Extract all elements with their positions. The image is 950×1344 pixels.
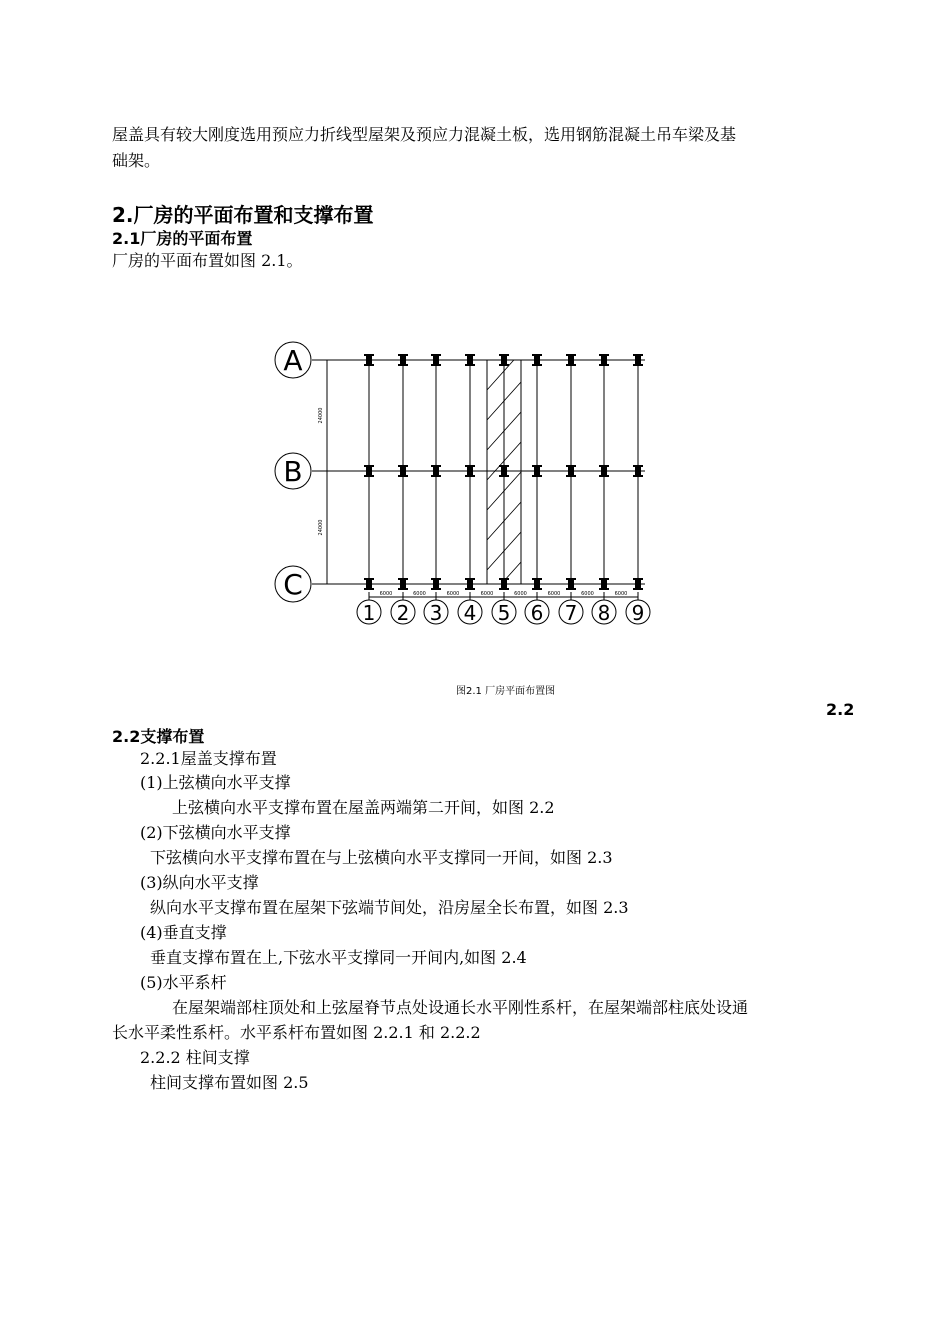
column-flange	[566, 465, 576, 467]
axis-label-col: 1	[362, 601, 376, 625]
section-2-1-text: 厂房的平面布置如图 2.1。	[112, 251, 303, 270]
column-flange	[431, 465, 441, 467]
intro-line-2: 础架。	[112, 151, 161, 170]
axis-label-col: 2	[396, 601, 410, 625]
bay-dimension-label: 6000	[413, 591, 426, 597]
column-flange	[532, 588, 542, 590]
section-2-1-title: 2.1厂房的平面布置	[112, 229, 253, 248]
bay-dimension-label: 6000	[514, 591, 527, 597]
column-flange	[532, 354, 542, 356]
column-flange	[465, 475, 475, 477]
column-flange	[566, 578, 576, 580]
axis-label-col: 4	[463, 601, 477, 625]
column-flange	[633, 578, 643, 580]
column-flange	[364, 588, 374, 590]
axis-label-row: B	[283, 455, 303, 488]
item-4-text: 垂直支撑布置在上,下弦水平支撑同一开间内,如图 2.4	[150, 948, 527, 967]
column-flange	[364, 578, 374, 580]
item-2-text: 下弦横向水平支撑布置在与上弦横向水平支撑同一开间，如图 2.3	[150, 848, 613, 867]
column-flange	[499, 364, 509, 366]
axis-label-col: 3	[429, 601, 443, 625]
axis-label-row: A	[283, 344, 303, 377]
column-flange	[499, 475, 509, 477]
column-flange	[532, 578, 542, 580]
column-flange	[633, 465, 643, 467]
item-3-text: 纵向水平支撑布置在屋架下弦端节间处，沿房屋全长布置，如图 2.3	[150, 898, 629, 917]
column-flange	[566, 364, 576, 366]
item-4-title: (4)垂直支撑	[140, 923, 227, 942]
bay-dimension-label: 6000	[581, 591, 594, 597]
column-flange	[633, 588, 643, 590]
section-2-2-2-title: 2.2.2 柱间支撑	[140, 1048, 250, 1067]
intro-line-1: 屋盖具有较大刚度选用预应力折线型屋架及预应力混凝土板，选用钢筋混凝土吊车梁及基	[112, 125, 737, 144]
item-5-text-2: 长水平柔性系杆。水平系杆布置如图 2.2.1 和 2.2.2	[112, 1023, 481, 1042]
column-flange	[465, 354, 475, 356]
bay-dimension-label: 6000	[446, 591, 460, 597]
axis-label-col: 9	[631, 601, 645, 625]
column-flange	[599, 475, 609, 477]
column-flange	[398, 364, 408, 366]
bay-dimension-label: 6000	[614, 591, 628, 597]
column-flange	[532, 465, 542, 467]
column-flange	[431, 588, 441, 590]
bay-dimension-label: 6000	[480, 591, 494, 597]
column-flange	[499, 588, 509, 590]
row-dimension-label: 24000	[318, 519, 324, 536]
column-flange	[532, 364, 542, 366]
column-flange	[398, 578, 408, 580]
column-flange	[633, 364, 643, 366]
item-3-title: (3)纵向水平支撑	[140, 873, 259, 892]
column-flange	[566, 588, 576, 590]
column-flange	[532, 475, 542, 477]
column-flange	[398, 475, 408, 477]
section-2-2-title: 2.2支撑布置	[112, 727, 205, 746]
column-flange	[599, 364, 609, 366]
item-5-title: (5)水平系杆	[140, 973, 227, 992]
axis-label-col: 7	[564, 601, 578, 625]
column-flange	[465, 578, 475, 580]
bay-dimension-label: 6000	[379, 591, 393, 597]
column-flange	[364, 364, 374, 366]
axis-label-col: 5	[497, 601, 511, 625]
column-flange	[633, 475, 643, 477]
bay-dimension-label: 6000	[547, 591, 561, 597]
column-flange	[398, 588, 408, 590]
column-flange	[431, 354, 441, 356]
axis-label-col: 6	[530, 601, 544, 625]
axis-label-row: C	[283, 568, 303, 601]
item-5-text-1: 在屋架端部柱顶处和上弦屋脊节点处设通长水平刚性系杆，在屋架端部柱底处设通	[172, 998, 749, 1017]
column-flange	[599, 578, 609, 580]
column-flange	[599, 465, 609, 467]
column-flange	[398, 354, 408, 356]
column-flange	[398, 465, 408, 467]
item-2-title: (2)下弦横向水平支撑	[140, 823, 291, 842]
column-flange	[465, 465, 475, 467]
figure-caption: 图2.1 厂房平面布置图	[456, 686, 556, 697]
section-2-2-marker: 2.2	[826, 700, 855, 719]
section-2-2-1-title: 2.2.1屋盖支撑布置	[140, 749, 277, 768]
column-flange	[566, 475, 576, 477]
column-flange	[431, 578, 441, 580]
column-flange	[364, 465, 374, 467]
column-flange	[599, 588, 609, 590]
column-flange	[465, 588, 475, 590]
column-flange	[599, 354, 609, 356]
item-1-text: 上弦横向水平支撑布置在屋盖两端第二开间，如图 2.2	[172, 798, 555, 817]
column-flange	[465, 364, 475, 366]
column-flange	[566, 354, 576, 356]
section-2-title: 2.厂房的平面布置和支撑布置	[112, 203, 374, 227]
item-1-title: (1)上弦横向水平支撑	[140, 773, 291, 792]
section-2-2-2-text: 柱间支撑布置如图 2.5	[150, 1073, 309, 1092]
column-flange	[499, 578, 509, 580]
axis-label-col: 8	[597, 601, 611, 625]
column-flange	[431, 475, 441, 477]
column-flange	[499, 354, 509, 356]
column-flange	[364, 475, 374, 477]
column-flange	[431, 364, 441, 366]
row-dimension-label: 24000	[318, 407, 324, 424]
column-flange	[499, 465, 509, 467]
column-flange	[364, 354, 374, 356]
column-flange	[633, 354, 643, 356]
